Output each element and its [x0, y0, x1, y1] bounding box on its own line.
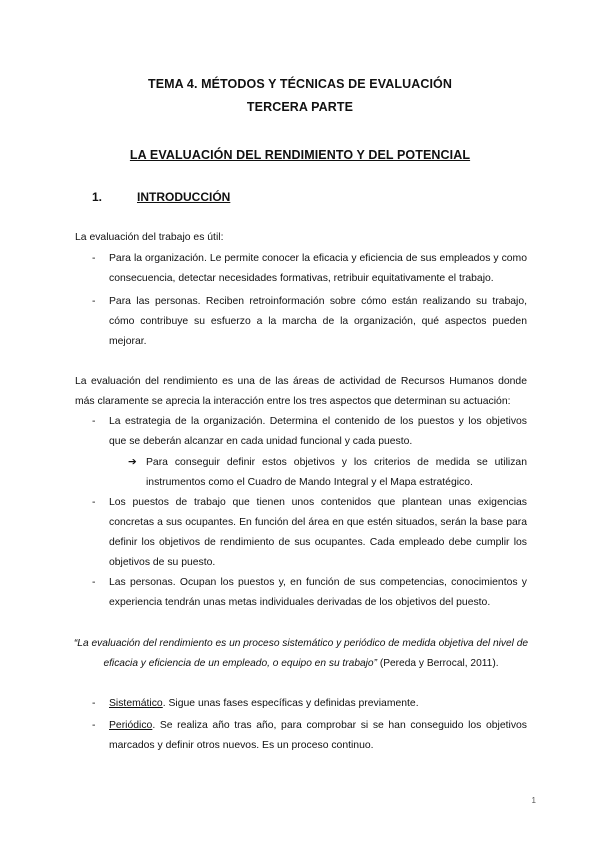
feature-text: . Sigue unas fases específicas y definidas previamente. — [162, 698, 419, 709]
feature-term: Periódico — [109, 720, 153, 731]
feature-sistematico — [109, 694, 527, 714]
quote-citation: (Pereda y Berrocal, 2011). — [376, 658, 499, 669]
feature-text: . Se realiza año tras año, para comprobar si se han conseguido los objetivos marcados y definir otros nuevos. Es un proceso continuo. — [109, 720, 527, 751]
intro-bullet-organizacion: Para la organización. Le permite conocer la eficacia y eficiencia de sus empleados y como consecuencia, detectar necesidades formativas, retribuir equitativamente el trabajo. — [109, 253, 527, 284]
document-subtitle: TERCERA PARTE — [246, 100, 354, 114]
intro-bullet-personas: Para las personas. Reciben retroinformación sobre cómo están realizando su trabajo, cómo contribuye su esfuerzo a la marcha de la organización, qué aspectos pueden mejorar. — [109, 296, 527, 347]
page-number: 1 — [531, 796, 536, 805]
bullet-dash: - — [92, 497, 96, 508]
quote-text: “La evaluación del rendimiento es un proceso sistemático y periódico de medida objetiva del nivel de eficacia y eficiencia de un empleado, o equipo en su trabajo” — [73, 638, 529, 669]
rendimiento-bullet-puestos: Los puestos de trabajo que tienen unos contenidos que plantean unas exigencias concretas a sus ocupantes. En función del área en que estén situados, serán la base para definir los objetivos de rendimiento de sus ocupantes. Cada empleado debe cumplir los objetivos de su puesto. — [109, 497, 527, 568]
document-title: TEMA 4. MÉTODOS Y TÉCNICAS DE EVALUACIÓN — [147, 77, 453, 91]
rendimiento-lead: La evaluación del rendimiento es una de las áreas de actividad de Recursos Humanos donde más claramente se aprecia la interacción entre los tres aspectos que determinan su actuación: — [75, 376, 527, 407]
feature-periodico — [109, 716, 527, 756]
intro-heading: INTRODUCCIÓN — [137, 190, 231, 204]
definition-quote — [72, 634, 530, 674]
rendimiento-bullet-personas: Las personas. Ocupan los puestos y, en función de sus competencias, conocimientos y experiencia tendrán unas metas individuales derivadas de los objetivos del puesto. — [109, 577, 527, 608]
bullet-dash: - — [92, 577, 96, 588]
intro-number: 1. — [92, 190, 103, 204]
intro-lead: La evaluación del trabajo es útil: — [75, 232, 224, 243]
bullet-dash: - — [92, 416, 96, 427]
feature-term: Sistemático — [109, 698, 163, 709]
rendimiento-bullet-estrategia: La estrategia de la organización. Determina el contenido de los puestos y los objetivos que se deberán alcanzar en cada unidad funcional y cada puesto. — [109, 416, 527, 447]
arrow-icon: ➔ — [128, 457, 137, 468]
rendimiento-arrow-item: Para conseguir definir estos objetivos y los criterios de medida se utilizan instrumentos como el Cuadro de Mando Integral y el Mapa estratégico. — [146, 457, 527, 488]
bullet-dash: - — [92, 720, 96, 731]
bullet-dash: - — [92, 296, 96, 307]
bullet-dash: - — [92, 253, 96, 264]
bullet-dash: - — [92, 698, 96, 709]
section-title: LA EVALUACIÓN DEL RENDIMIENTO Y DEL POTENCIAL — [129, 148, 471, 162]
